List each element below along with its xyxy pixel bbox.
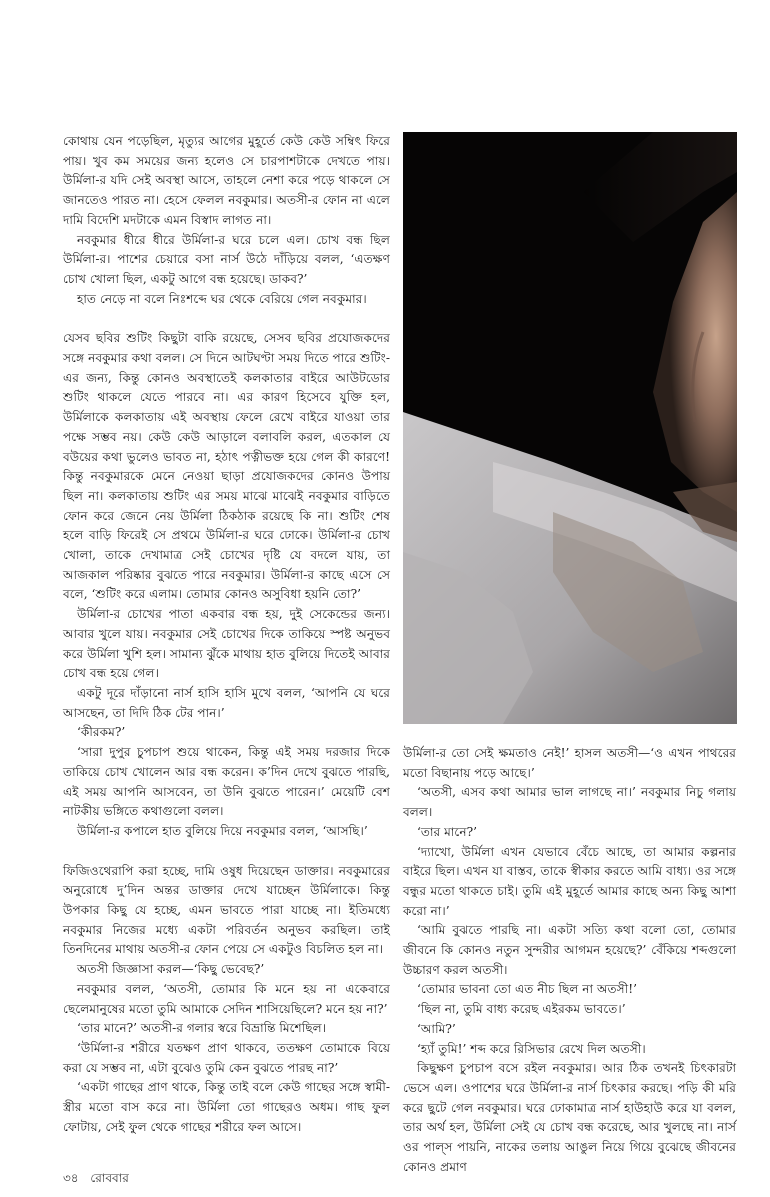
- paragraph: ‘আমি?’: [417, 1021, 456, 1036]
- paragraph: কোথায় যেন পড়েছিল, মৃত্যুর আগের মুহূর্তে কেউ কেউ সম্বিৎ ফিরে পায়। খুব কম সময়ের জন্য হলেও সে চারপাশটাকে দেখতে পায়। উর্মিলা-র যদি সেই অবস্থা আসে, তাহলে নেশা করে পড়ে থাকলে সে জানতেও পারত না। হেসে ফেলল নবকুমার। অতসী-র ফোন না এলে দামি বিদেশি মদটাকে এমন বিস্বাদ লাগত না।: [63, 134, 390, 227]
- paragraph: ‘ছিল না, তুমি বাধ্য করেছ এইরকম ভাবতে।’: [417, 1002, 626, 1017]
- paragraph: ‘আমি বুঝতে পারছি না। একটা সত্যি কথা বলো তো, তোমার জীবনে কি কোনও নতুন সুন্দরীর আগমন হয়েছে?’ বেঁকিয়ে শব্দগুলো উচ্চারণ করল অতসী।: [403, 923, 736, 977]
- paragraph: ‘তোমার ভাবনা তো এত নীচ ছিল না অতসী!’: [417, 982, 637, 997]
- paragraph: ‘হ্যাঁ তুমি!’ শব্দ করে রিসিভার রেখে দিল অতসী।: [417, 1041, 646, 1056]
- illustration-image: [403, 132, 737, 724]
- paragraph: উর্মিলা-র তো সেই ক্ষমতাও নেই!’ হাসল অতসী—‘ও এখন পাথরের মতো বিছানায় পড়ে আছে।’: [403, 746, 736, 780]
- paragraph: হাত নেড়ে না বলে নিঃশব্দে ঘর থেকে বেরিয়ে গেল নবকুমার।: [77, 291, 367, 306]
- section-break: [63, 842, 390, 862]
- paragraph: ‘সারা দুপুর চুপচাপ শুয়ে থাকেন, কিন্তু এই সময় দরজার দিকে তাকিয়ে চোখ খোলেন আর বন্ধ করেন। ক’দিন দেখে বুঝতে পারছি, এই সময় আপনি আসবেন, তা উনি বুঝতে পারেন।’ মেয়েটি বেশ নাটকীয় ভঙ্গিতে কথাগুলো বলল।: [63, 745, 390, 819]
- paragraph: কিছুক্ষণ চুপচাপ বসে রইল নবকুমার। আর ঠিক তখনই চিৎকারটা ভেসে এল। ওপাশের ঘরে উর্মিলা-র নার্স চিৎকার করছে। পড়ি কী মরি করে ছুটে গেল নবকুমার। ঘরে ঢোকামাত্র নার্স হাউহাউ করে যা বলল, তার অর্থ হল, উর্মিলা সেই যে চোখ বন্ধ করেছে, আর খুলছে না। নার্স ওর পাল্স পায়নি, নাকের তলায় আঙুল নিয়ে গিয়ে বুঝেছে জীবনের কোনও প্রমাণ: [403, 1061, 736, 1174]
- paragraph: ‘অতসী, এসব কথা আমার ভাল লাগছে না।’ নবকুমার নিচু গলায় বলল।: [403, 785, 736, 820]
- paragraph: ‘দ্যাখো, উর্মিলা এখন যেভাবে বেঁচে আছে, তা আমার কল্পনার বাইরে ছিল। এখন যা বাস্তব, তাকে স্বীকার করতে আমি বাধ্য। ওর সঙ্গে বন্ধুর মতো থাকতে চাই। তুমি এই মুহূর্তে আমার কাছে অন্য কিছু আশা করো না।’: [403, 844, 736, 918]
- section-break: [63, 309, 390, 329]
- paragraph: একটু দূরে দাঁড়ানো নার্স হাসি হাসি মুখে বলল, ‘আপনি যে ঘরে আসছেন, তা দিদি ঠিক টের পান।’: [63, 685, 390, 720]
- paragraph: ‘একটা গাছের প্রাণ থাকে, কিন্তু তাই বলে কেউ গাছের সঙ্গে স্বামী-স্ত্রীর মতো বাস করে না। উর্মিলা তো গাছেরও অধম। গাছ ফুল ফোটায়, সেই ফুল থেকে গাছের শরীরে ফল আসে।: [63, 1080, 390, 1134]
- page-footer: [63, 1170, 137, 1190]
- paragraph: নবকুমার বলল, ‘অতসী, তোমার কি মনে হয় না একেবারে ছেলেমানুষের মতো তুমি আমাকে সেদিন শাসিয়েছিলে? মনে হয় না?’: [63, 981, 390, 1016]
- paragraph: ‘তার মানে?’ অতসী-র গলার স্বরে বিভ্রান্তি মিশেছিল।: [77, 1021, 327, 1036]
- paragraph: যেসব ছবির শুটিং কিছুটা বাকি রয়েছে, সেসব ছবির প্রযোজকদের সঙ্গে নবকুমার কথা বলল। সে দিনে আটঘণ্টা সময় দিতে পারে শুটিং-এর জন্য, কিন্তু কোনও অবস্থাতেই কলকাতার বাইরে আউটডোর শুটিং থাকলে যেতে পারবে না। এর কারণ হিসেবে যুক্তি হল, উর্মিলাকে কলকাতায় এই অবস্থায় ফেলে রেখে বাইরে যাওয়া তার পক্ষে সম্ভব নয়। কেউ কেউ আড়ালে বলাবলি করল, এতকাল যে বউয়ের কথা ভুলেও ভাবত না, হঠাৎ পত্নীভক্ত হয়ে গেল কী কারণে! কিন্তু নবকুমারকে মেনে নেওয়া ছাড়া প্রযোজকদের কোনও উপায় ছিল না। কলকাতায় শুটিং এর সময় মাঝে মাঝেই নবকুমার বাড়িতে ফোন করে জেনে নেয় উর্মিলা ঠিকঠাক রয়েছে কি না। শুটিং শেষ হলে বাড়ি ফিরেই সে প্রথমে উর্মিলা-র ঘরে ঢোকে। উর্মিলা-র চোখ খোলা, তাকে দেখামাত্র সেই চোখের দৃষ্টি যে বদলে যায়, তা আজকাল পরিষ্কার বুঝতে পারে নবকুমার। উর্মিলা-র কাছে এসে সে বলে, ‘শুটিং করে এলাম। তোমার কোনও অসুবিধা হয়নি তো?’: [63, 331, 390, 602]
- paragraph: উর্মিলা-র চোখের পাতা একবার বন্ধ হয়, দুই সেকেন্ডের জন্য। আবার খুলে যায়। নবকুমার সেই চোখের দিকে তাকিয়ে স্পষ্ট অনুভব করে উর্মিলা খুশি হল। সামান্য ঝুঁকে মাথায় হাত বুলিয়ে দিতেই আবার চোখ বন্ধ হয়ে গেল।: [63, 607, 390, 681]
- right-text-column: [403, 744, 736, 1177]
- paragraph: নবকুমার ধীরে ধীরে উর্মিলা-র ঘরে চলে এল। চোখ বন্ধ ছিল উর্মিলা-র। পাশের চেয়ারে বসা নার্স উঠে দাঁড়িয়ে বলল, ‘এতক্ষণ চোখ খোলা ছিল, একটু আগে বন্ধ হয়েছে। ডাকব?’: [63, 232, 390, 286]
- paragraph: ‘উর্মিলা-র শরীরে যতক্ষণ প্রাণ থাকবে, ততক্ষণ তোমাকে বিয়ে করা যে সম্ভব না, এটা বুঝেও তুমি কেন বুঝতে পারছ না?’: [63, 1040, 390, 1075]
- paragraph: ‘কীরকম?’: [77, 725, 126, 740]
- left-text-column: [63, 132, 390, 1137]
- magazine-name: রোববার: [90, 1171, 129, 1185]
- paragraph: ফিজিওথেরাপি করা হচ্ছে, দামি ওষুধ দিয়েছেন ডাক্তার। নবকুমারের অনুরোধে দু’দিন অন্তর ডাক্তার দেখে যাচ্ছেন উর্মিলাকে। কিন্তু উপকার কিছু যে হচ্ছে, এমন ভাবতে পারা যাচ্ছে না। ইতিমধ্যে নবকুমার নিজের মধ্যে একটা পরিবর্তন অনুভব করছিল। তাই তিনদিনের মাথায় অতসী-র ফোন পেয়ে সে একটুও বিচলিত হল না।: [63, 863, 390, 957]
- page-number: ৩৪: [63, 1171, 79, 1185]
- paragraph: অতসী জিজ্ঞাসা করল—‘কিছু ভেবেছ?’: [77, 962, 265, 977]
- paragraph: ‘তার মানে?’: [417, 824, 478, 839]
- paragraph: উর্মিলা-র কপালে হাত বুলিয়ে দিয়ে নবকুমার বলল, ‘আসছি।’: [77, 823, 368, 838]
